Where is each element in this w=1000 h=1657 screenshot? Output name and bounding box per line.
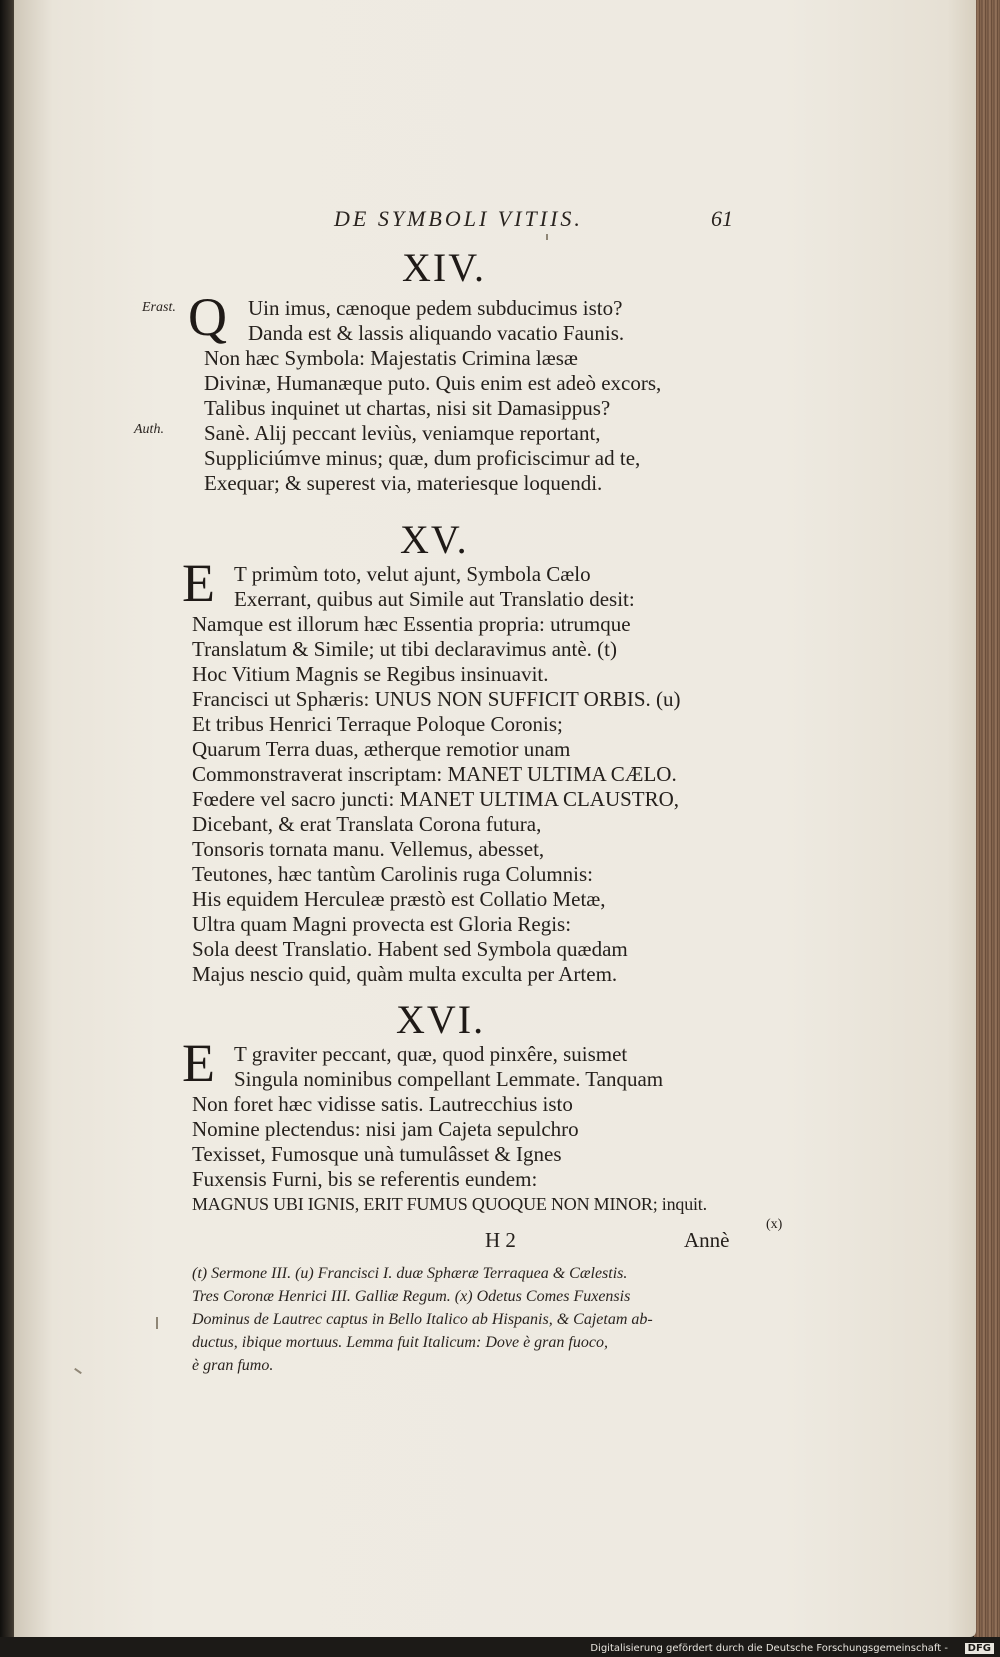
verse-line: Fœdere vel sacro juncti: MANET ULTIMA CLAUSTRO, [192,787,680,811]
section-heading-xiv: XIV. [402,245,486,290]
verse-line: Nomine plectendus: nisi jam Cajeta sepulchro [192,1117,579,1141]
verse-line: Translatum & Simile; ut tibi declaravimus antè. (t) [192,637,617,661]
footnotes [192,1262,752,1377]
verse-line: Quarum Terra duas, ætherque remotior unam [192,737,571,761]
running-title: DE SYMBOLI VITIIS. [334,206,583,231]
verse-line: Uin imus, cænoque pedem subducimus isto? [248,296,623,320]
verse-line: Tonsoris tornata manu. Vellemus, abesset, [192,837,545,861]
verse-line: Majus nescio quid, quàm multa exculta per Artem. [192,962,618,986]
verse-line: Dicebant, & erat Translata Corona futura, [192,812,542,836]
footnote-line: ductus, ibique mortuus. Lemma fuit Italicum: Dove è gran fuoco, [192,1334,608,1351]
footnote-line: è gran fumo. [192,1357,274,1374]
drop-cap-e: E [182,1033,215,1093]
paper-speck [156,1317,158,1329]
verse-line: Et tribus Henrici Terraque Poloque Coronis; [192,712,563,736]
page-number: 61 [711,206,733,231]
verse-line: Non hæc Symbola: Majestatis Crimina læsæ [204,346,578,370]
paper-speck [74,1368,82,1374]
footer-bar [0,1637,1000,1657]
verse-line: Namque est illorum hæc Essentia propria: utrumque [192,612,631,636]
page-block-edge [974,0,1000,1640]
verse-line: Sola deest Translatio. Habent sed Symbola quædam [192,937,628,961]
verse-line: Non foret hæc vidisse satis. Lautrecchius isto [192,1092,573,1116]
verse-line: Hoc Vitium Magnis se Regibus insinuavit. [192,662,549,686]
verse-line: Exerrant, quibus aut Simile aut Translatio desit: [234,587,635,611]
book-page [14,0,976,1637]
drop-cap-q: Q [188,287,227,347]
verse-line: Singula nominibus compellant Lemmate. Tanquam [234,1067,664,1091]
verse-line: His equidem Herculeæ præstò est Collatio Metæ, [192,887,606,911]
verse-line-motto: MAGNUS UBI IGNIS, ERIT FUMUS QUOQUE NON MINOR; inquit. [192,1194,707,1214]
footnote-line: Dominus de Lautrec captus in Bello Italico ab Hispanis, & Cajetam ab- [192,1311,653,1328]
verse-line: Fuxensis Furni, bis se referentis eundem: [192,1167,538,1191]
footnote-line: (t) Sermone III. (u) Francisci I. duæ Sphæræ Terraquea & Cælestis. [192,1265,628,1282]
verse-line: T graviter peccant, quæ, quod pinxêre, suismet [234,1042,628,1066]
verse-line: Texisset, Fumosque unà tumulâsset & Ignes [192,1142,562,1166]
verse-line: Suppliciúmve minus; quæ, dum proficiscimur ad te, [204,446,641,470]
verse-block-xiv [204,296,661,496]
verse-block-xv [192,562,681,987]
section-heading-xvi: XVI. [396,997,486,1042]
funding-credit: Digitalisierung gefördert durch die Deutsche Forschungsgemeinschaft - [590,1643,948,1654]
drop-cap-e: E [182,553,215,613]
verse-line: T primùm toto, velut ajunt, Symbola Cælo [234,562,591,586]
paper-speck [546,234,548,240]
verse-line: Talibus inquinet ut chartas, nisi sit Damasippus? [204,396,611,420]
catchword: Annè [684,1228,730,1252]
dfg-logo: DFG [965,1643,994,1654]
signature-mark: H 2 [485,1228,516,1252]
footnote-line: Tres Coronæ Henrici III. Galliæ Regum. (x) Odetus Comes Fuxensis [192,1288,631,1305]
catchword-note-mark: (x) [766,1217,783,1232]
section-heading-xv: XV. [400,517,469,562]
verse-line: Ultra quam Magni provecta est Gloria Regis: [192,912,572,936]
verse-block-xvi [192,1042,707,1217]
speaker-note-auth: Auth. [134,422,164,437]
verse-line: Danda est & lassis aliquando vacatio Faunis. [248,321,625,345]
verse-line: Francisci ut Sphæris: UNUS NON SUFFICIT ORBIS. (u) [192,687,681,711]
verse-line: Divinæ, Humanæque puto. Quis enim est adeò excors, [204,371,662,395]
verse-line: Sanè. Alij peccant leviùs, veniamque reportant, [204,421,601,445]
verse-line: Commonstraverat inscriptam: MANET ULTIMA CÆLO. [192,762,677,786]
verse-line: Exequar; & superest via, materiesque loquendi. [204,471,603,495]
verse-line: Teutones, hæc tantùm Carolinis ruga Columnis: [192,862,593,886]
speaker-note-erast: Erast. [142,300,176,315]
